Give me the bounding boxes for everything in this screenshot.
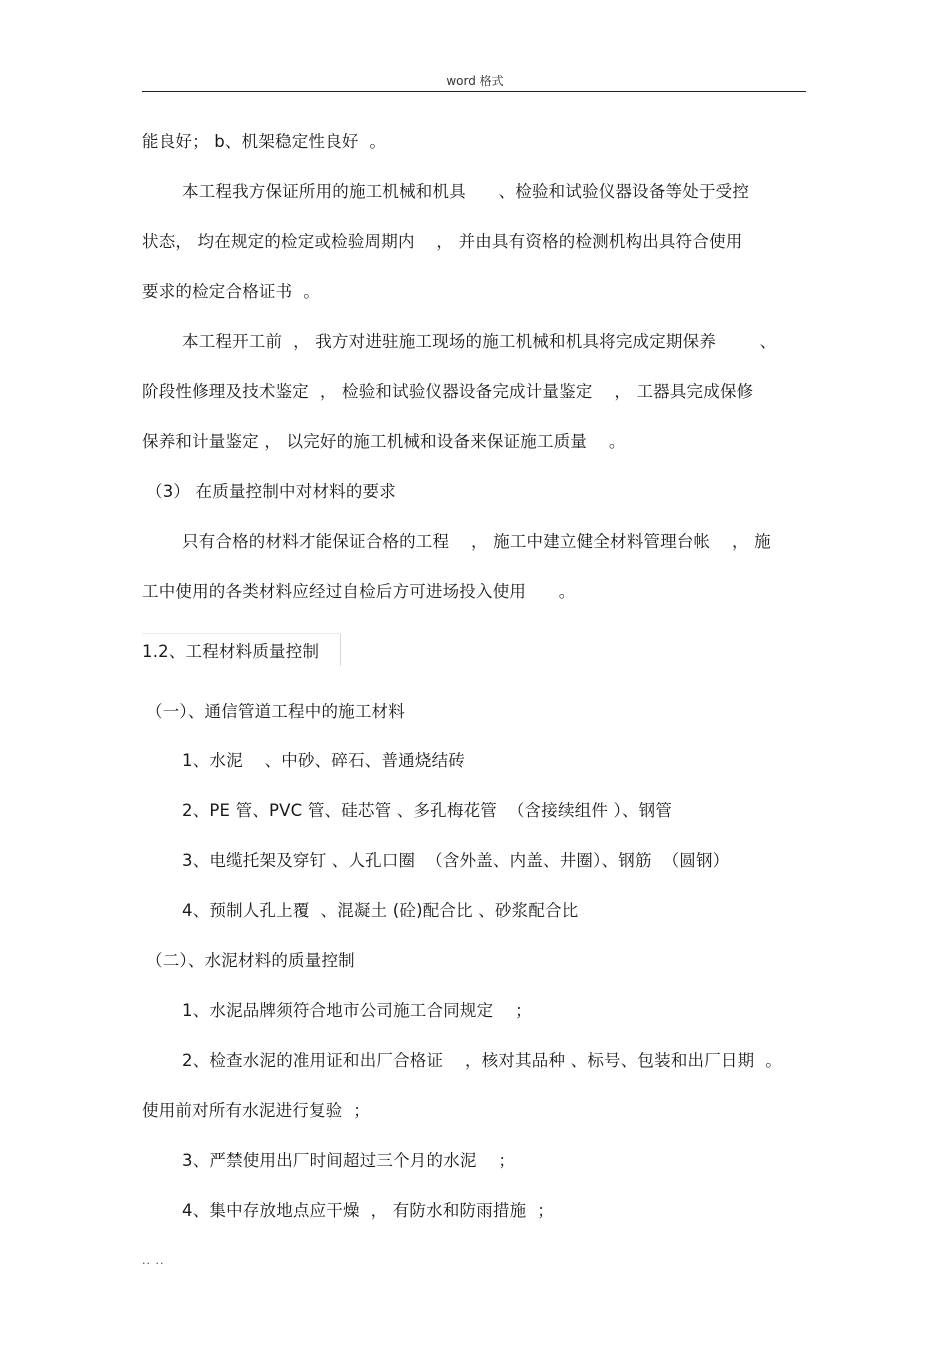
header-divider [142,91,806,92]
subsection-heading: （二）、水泥材料的质量控制 [146,951,355,970]
paragraph-line: 要求的检定合格证书 。 [142,282,320,301]
list-item: 1、水泥 、中砂、碎石、普通烧结砖 [182,751,465,770]
list-item: 4、预制人孔上覆 、混凝土 (砼)配合比 、砂浆配合比 [182,901,579,920]
paragraph-line: 只有合格的材料才能保证合格的工程 ， 施工中建立健全材料管理台帐 ， 施 [182,532,771,551]
paragraph-line: 保养和计量鉴定 ， 以完好的施工机械和设备来保证施工质量 。 [142,432,626,451]
paragraph-line: 本工程我方保证所用的施工机械和机具 、检验和试验仪器设备等处于受控 [182,182,750,201]
list-item: 3、严禁使用出厂时间超过三个月的水泥 ； [182,1151,516,1170]
list-item: 4、集中存放地点应干燥 ， 有防水和防雨措施 ； [182,1201,554,1220]
page-footer-mark: .. .. [142,1254,165,1267]
subsection-heading: （3） 在质量控制中对材料的要求 [146,482,396,501]
list-item: 2、PE 管、PVC 管、硅芯管 、多孔梅花管 （含接续组件 ）、钢管 [182,801,673,820]
paragraph-line: 使用前对所有水泥进行复验 ； [142,1101,370,1120]
paragraph-line: 能良好； b、机架稳定性良好 。 [142,132,387,151]
paragraph-line: 阶段性修理及技术鉴定 ， 检验和试验仪器设备完成计量鉴定 ， 工器具完成保修 [142,382,754,401]
page-header: word 格式 [446,74,504,88]
section-heading: 1.2、工程材料质量控制 [142,642,320,661]
paragraph-line: 工中使用的各类材料应经过自检后方可进场投入使用 。 [142,582,576,601]
paragraph-line: 本工程开工前 ， 我方对进驻施工现场的施工机械和机具将完成定期保养 、 [182,332,777,351]
list-item: 1、水泥品牌须符合地市公司施工合同规定 ； [182,1001,532,1020]
subsection-heading: （一）、通信管道工程中的施工材料 [146,702,405,721]
list-item: 2、检查水泥的准用证和出厂合格证 ，核对其品种 、标号、包装和出厂日期 。 [182,1051,782,1070]
paragraph-line: 状态， 均在规定的检定或检验周期内 ， 并由具有资格的检测机构出具符合使用 [142,232,743,251]
list-item: 3、电缆托架及穿钉 、人孔口圈 （含外盖、内盖、井圈）、钢筋 （圆钢） [182,851,730,870]
